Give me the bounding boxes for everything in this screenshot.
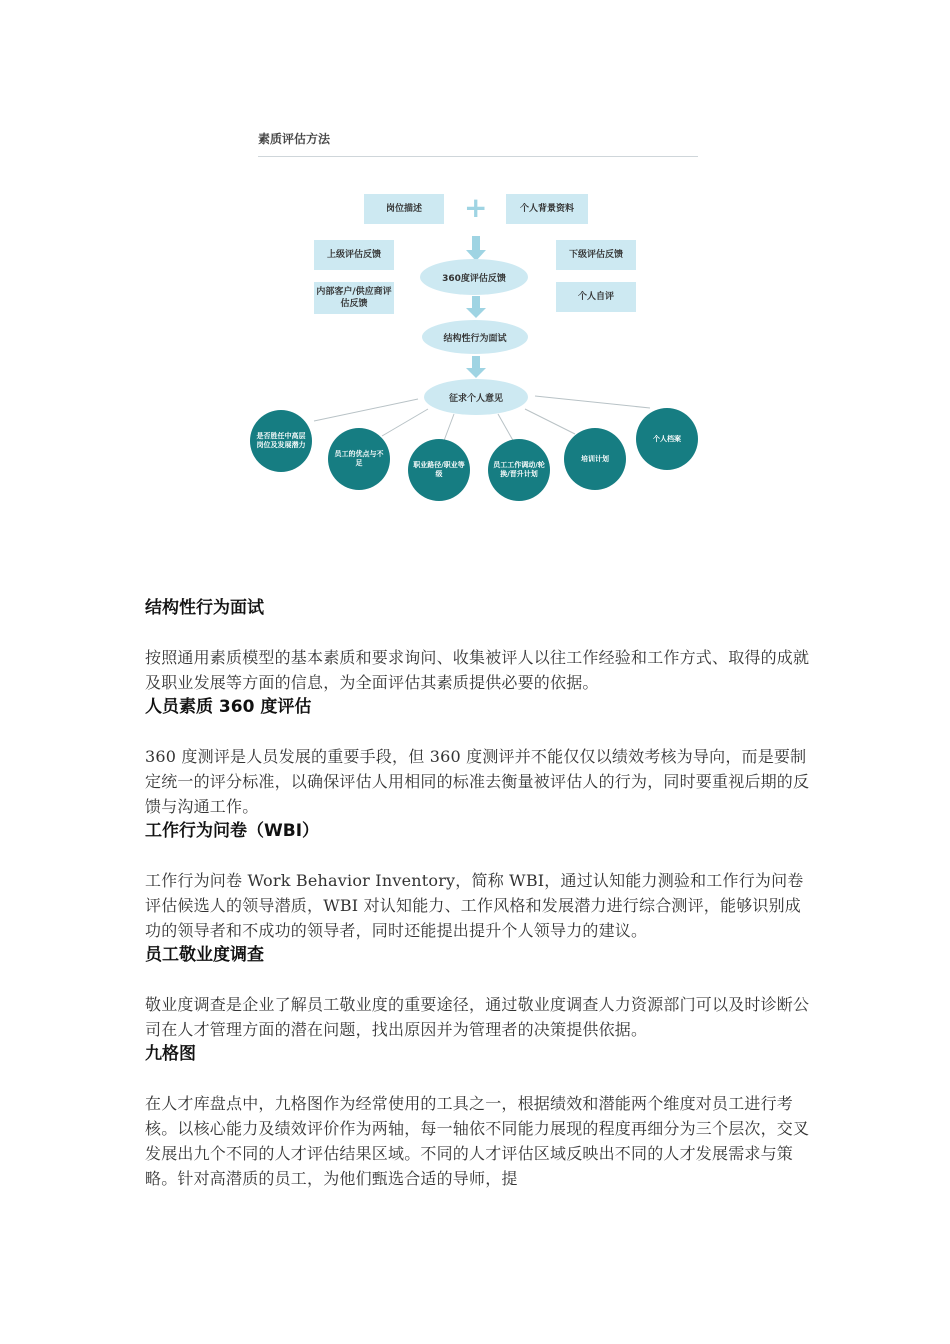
outcome-circle: 员工工作调动/轮换/晋升计划 bbox=[488, 439, 550, 501]
arrow-head-3 bbox=[466, 368, 486, 378]
section-paragraph: 敬业度调查是企业了解员工敬业度的重要途径，通过敬业度调查人力资源部门可以及时诊断公司在人才管理方面的潜在问题，找出原因并为管理者的决策提供依据。 bbox=[145, 995, 810, 1039]
outcome-circle: 员工的优点与不足 bbox=[328, 428, 390, 490]
section-nine-box bbox=[145, 1042, 810, 1191]
section-paragraph: 在人才库盘点中，九格图作为经常使用的工具之一，根据绩效和潜能两个维度对员工进行考核。以核心能力及绩效评价作为两轴，每一轴依不同能力展现的程度再细分为三个层次，交叉发展出九个不同的人才评估结果区域。不同的人才评估区域反映出不同的人才发展需求与策略。针对高潜质的员工，为他们甄选合适的导师，提 bbox=[145, 1094, 810, 1188]
section-heading: 工作行为问卷（WBI） bbox=[145, 821, 320, 841]
outcome-circle: 个人档案 bbox=[636, 408, 698, 470]
fan-line-5 bbox=[525, 409, 575, 434]
section-heading: 九格图 bbox=[145, 1044, 196, 1064]
arrow-head-2 bbox=[466, 308, 486, 318]
section-heading: 员工敬业度调查 bbox=[145, 945, 264, 965]
section-wbi bbox=[145, 819, 810, 943]
fan-line-6 bbox=[535, 396, 650, 408]
section-engagement-survey bbox=[145, 943, 810, 1042]
section-structured-interview bbox=[145, 596, 810, 695]
supervisor-feedback-box: 上级评估反馈 bbox=[314, 240, 394, 270]
section-paragraph: 工作行为问卷 Work Behavior Inventory，简称 WBI，通过认知能力测验和工作行为问卷评估候选人的领导潜质，WBI 对认知能力、工作风格和发展潜力进行综合测评，能够识别成功的领导者和不成功的领导者，同时还能提出提升个人领导力的建议。 bbox=[145, 871, 804, 940]
personal-opinion-ellipse: 征求个人意见 bbox=[424, 379, 528, 415]
section-heading: 人员素质 360 度评估 bbox=[145, 697, 312, 717]
arrow-shaft-3 bbox=[472, 356, 480, 368]
fan-line-1 bbox=[314, 399, 418, 421]
fan-line-2 bbox=[382, 409, 428, 436]
section-360-assessment bbox=[145, 695, 810, 819]
structured-interview-ellipse: 结构性行为面试 bbox=[422, 320, 528, 354]
plus-icon: + bbox=[464, 191, 488, 224]
outcome-circle: 是否胜任中高层岗位及发展潜力 bbox=[250, 410, 312, 472]
diagram-title: 素质评估方法 bbox=[258, 132, 331, 146]
personal-background-box: 个人背景资料 bbox=[506, 194, 588, 224]
internal-customer-feedback-box: 内部客户/供应商评估反馈 bbox=[314, 282, 394, 314]
outcome-circle: 职业路径/职业等级 bbox=[408, 439, 470, 501]
arrow-shaft-1 bbox=[472, 236, 480, 250]
subordinate-feedback-box: 下级评估反馈 bbox=[556, 240, 636, 270]
outcome-circle: 培训计划 bbox=[564, 428, 626, 490]
section-paragraph: 360 度测评是人员发展的重要手段，但 360 度测评并不能仅仅以绩效考核为导向，而是要制定统一的评分标准，以确保评估人用相同的标准去衡量被评估人的行为，同时要重视后期的反馈与沟通工作。 bbox=[145, 747, 810, 816]
section-heading: 结构性行为面试 bbox=[145, 598, 264, 618]
section-paragraph: 按照通用素质模型的基本素质和要求询问、收集被评人以往工作经验和工作方式、取得的成就及职业发展等方面的信息，为全面评估其素质提供必要的依据。 bbox=[145, 648, 810, 692]
job-description-box: 岗位描述 bbox=[364, 194, 444, 224]
article-body bbox=[145, 596, 810, 1191]
self-assessment-box: 个人自评 bbox=[556, 282, 636, 312]
feedback-360-ellipse: 360度评估反馈 bbox=[420, 259, 528, 295]
assessment-method-diagram bbox=[240, 118, 710, 508]
arrow-shaft-2 bbox=[472, 296, 480, 308]
